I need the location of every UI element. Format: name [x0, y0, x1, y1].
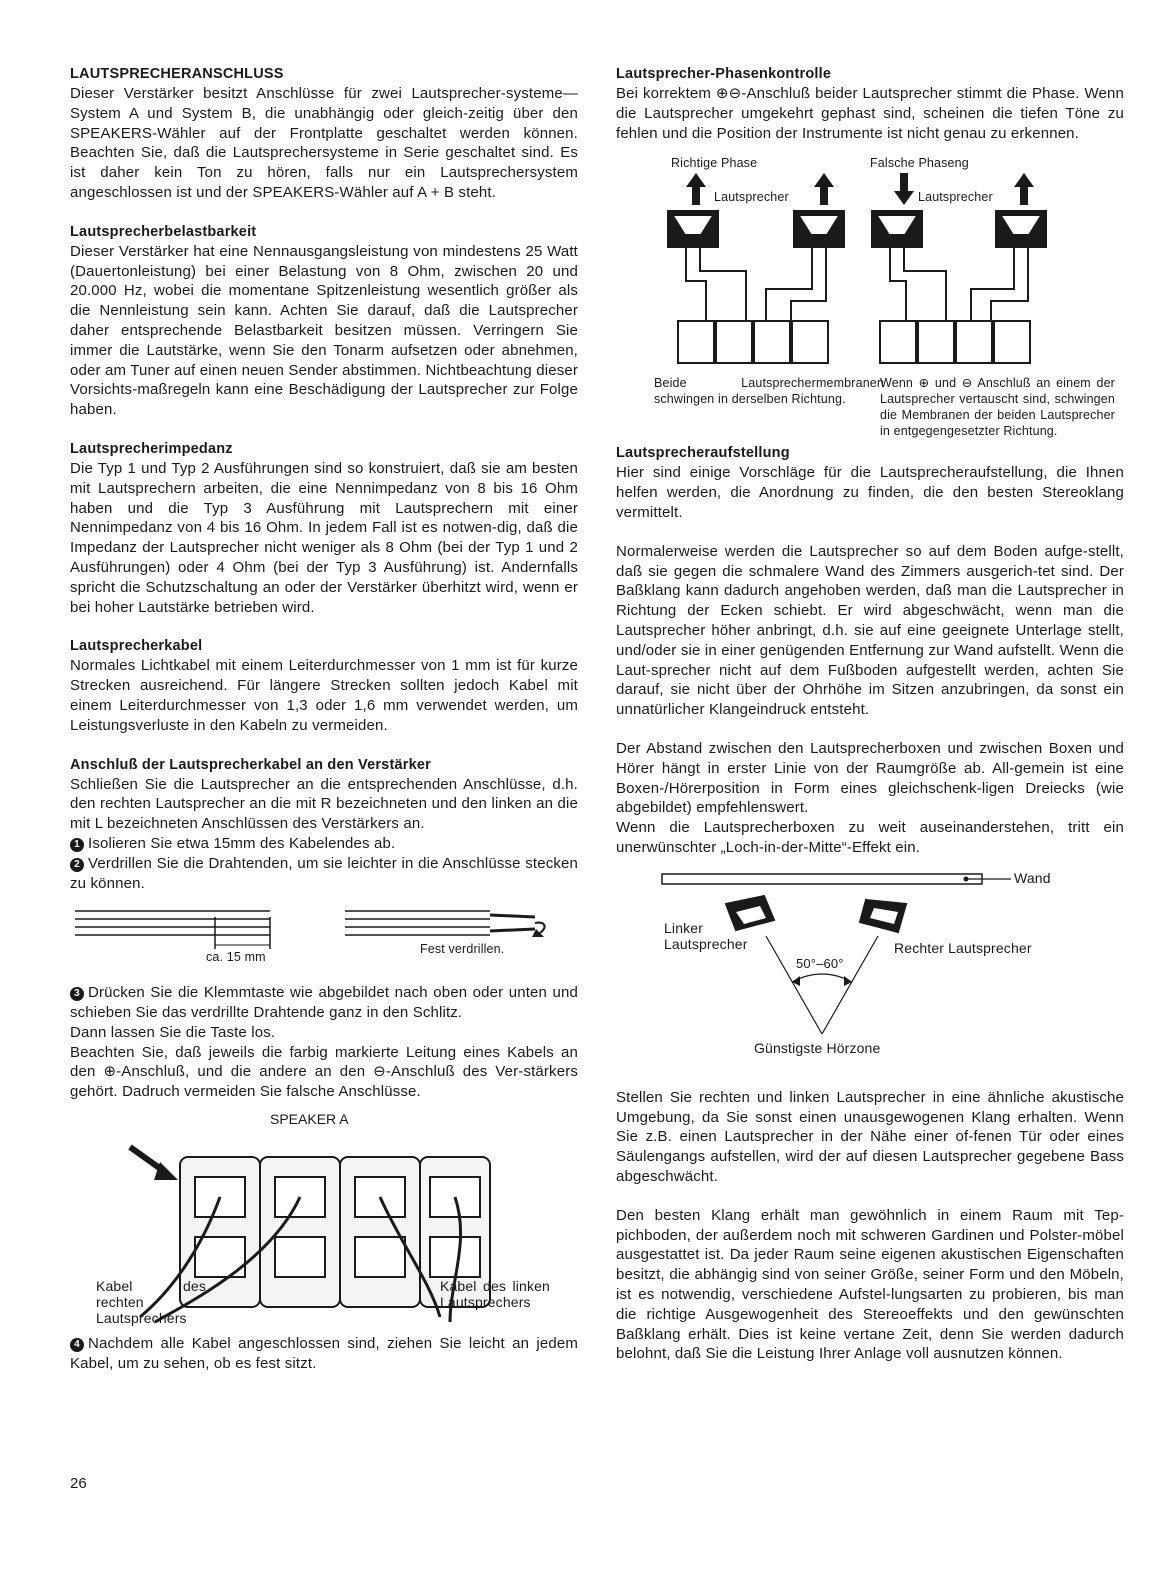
wire-illustration [70, 893, 578, 983]
label-kabel-links: Kabel des linken Lautsprechers [440, 1278, 550, 1311]
step-3: 3 Drücken Sie die Klemmtaste wie abgebildet nach oben oder unten und schieben Sie das verdrillte Drahtende ganz in den Schlitz. [70, 984, 578, 1022]
paragraph-abstand: Der Abstand zwischen den Lautsprecherboxen und zwischen Boxen und Hörer hängt in erster Linie von der Raumgröße ab. All-gemein ist eine Boxen-/Hörerposition in Form eines gleichschenk-ligen Dreiecks (wie abgebildet) empfehlenswert. [616, 739, 1124, 817]
wire-label-twist: Fest verdrillen. [420, 942, 505, 957]
step-4: 4 Nachdem alle Kabel angeschlossen sind, ziehen Sie leicht an jedem Kabel, um zu sehen, ob es fest sitzt. [70, 1335, 578, 1372]
label-falsche-phase: Falsche Phaseng [870, 156, 969, 171]
step-3-number: 3 [70, 987, 84, 1001]
label-wand: Wand [1014, 869, 1051, 886]
step-1: 1 Isolieren Sie etwa 15mm des Kabelendes ab. [70, 834, 578, 854]
label-rechter-lautsprecher: Rechter Lautsprecher [894, 939, 1032, 956]
paragraph-raum: Den besten Klang erhält man gewöhnlich in einem Raum mit Tep-pichboden, der außerdem noch mit schweren Gardinen und Polster-möbel ausgestattet ist. Da jeder Raum seine eigenen akustischen Eigenschaften besitzt, die abhängig sind von seiner Größe, seiner Form und den Möbeln, ist es notwendig, verschiedene Aufstel-lungsarten zu probieren, bis man die richtige Ausgewogenheit des Stereoeffekts und den gewünschten Baßklang erhält. Dies ist keine vertane Zeit, denn Sie werden dadurch belohnt, daß Sie die Leistung Ihrer Anlage voll ausnutzen können. [616, 1206, 1124, 1363]
step-2-number: 2 [70, 858, 84, 872]
paragraph-belastbarkeit: Dieser Verstärker hat eine Nennausgangsleistung von mindestens 25 Watt (Dauertonleistung) bei einer Belastung von 8 Ohm, zwischen 20 und 20.000 Hz, wobei die momentane Spitzenleistung wesentlich größer als die Nennleistung sein kann. Achten Sie darauf, daß die Lautsprecher daher entsprechende Belastbarkeit besitzen müssen. Verringern Sie immer die Lautstärke, wenn Sie den Tonarm aufsetzen oder abnehmen, oder am Tuner auf einen neuen Sender abstimmen. Nichtbeachtung dieser Vorsichts-maßregeln kann eine Beschädigung der Lautsprecher zur Folge haben. [70, 242, 578, 419]
step-4-number: 4 [70, 1338, 84, 1352]
phase-diagram [616, 171, 1124, 401]
heading-aufstellung: Lautsprecheraufstellung [616, 445, 790, 462]
paragraph-kabel: Normales Lichtkabel mit einem Leiterdurchmesser von 1 mm ist für kurze Strecken ausreichend. Für längere Strecken sollten jedoch Kabel mit einem Leiterdurchmesser von 1,3 oder 1,6 mm verwendet werden, um Leistungsverluste in den Kabeln zu vermeiden. [70, 657, 578, 734]
step-1-number: 1 [70, 838, 84, 852]
paragraph-phase: Bei korrektem ⊕⊖-Anschluß beider Lautsprecher stimmt die Phase. Wenn die Lautsprecher umgekehrt gephast sind, scheinen die tiefen Töne zu fehlen und die Position der Instrumente ist nicht genau zu erkennen. [616, 85, 1124, 142]
heading-lautsprecheranschluss: LAUTSPRECHERANSCHLUSS [70, 66, 284, 82]
right-column [616, 64, 1124, 1364]
heading-phasenkontrolle: Lautsprecher-Phasenkontrolle [616, 66, 832, 82]
heading-anschluss-verstaerker: Anschluß der Lautsprecherkabel an den Verstärker [70, 756, 431, 773]
terminal-figure [70, 1102, 578, 1334]
label-linker-lautsprecher: Linker Lautsprecher [664, 919, 748, 952]
paragraph-anschluss-verstaerker: Schließen Sie die Lautsprecher an die entsprechenden Anschlüsse, d.h. den rechten Lautsprecher an die mit R bezeichneten und den linken an die mit L bezeichneten Anschlüssen des Verstärkers an. [70, 775, 578, 833]
page-number: 26 [70, 1475, 87, 1492]
label-lautsprecher-1: Lautsprecher [714, 190, 789, 205]
wire-label-length: ca. 15 mm [206, 950, 266, 965]
paragraph-anschluss: Dieser Verstärker besitzt Anschlüsse für zwei Lautsprecher-systeme—System A und System B, die unabhängig oder gleich-zeitig über den SPEAKERS-Wähler auf der Frontplatte geschaltet werden können. Beachten Sie, daß die Lautsprechersysteme in Serie geschaltet sind. Es ist daher kein Ton zu hören, falls nur ein Lautsprechersystem angeschlossen ist und der SPEAKERS-Wähler auf A + B steht. [70, 85, 578, 201]
label-richtige-phase: Richtige Phase [671, 156, 758, 171]
label-lautsprecher-2: Lautsprecher [918, 190, 993, 205]
label-winkel: 50°–60° [796, 955, 844, 971]
caption-phase-correct: Beide Lautsprechermembranen schwingen in derselben Richtung. [654, 376, 884, 407]
label-hoerzone: Günstigste Hörzone [754, 1039, 881, 1056]
paragraph-impedanz: Die Typ 1 und Typ 2 Ausführungen sind so konstruiert, daß sie am besten mit Lautsprechern arbeiten, die eine Nennimpedanz von 8 bis 16 Ohm haben und die Typ 3 Ausführung mit Lautsprechern mit einer Nennimpedanz von 4 bis 16 Ohm. In jedem Fall ist es notwen-dig, daß die Impedanz der Lautsprecher nicht weniger als 8 Ohm (bei der Typ 1 und 2 Ausführungen) oder 4 Ohm (bei der Typ 3 Ausführung) ist. Andernfalls spricht die Schutzschaltung an oder der Verstärker überhitzt wird, wenn er bei hoher Lautstärke betrieben wird. [70, 459, 578, 616]
step-3-note: Beachten Sie, daß jeweils die farbig markierte Leitung eines Kabels an den ⊕-Anschluß, und die andere an den ⊖-Anschluß des Ver-stärkers gehört. Dadruch vermeiden Sie falsche Anschlüsse. [70, 1043, 578, 1101]
paragraph-aufstellung-boden: Normalerweise werden die Lautsprecher so auf dem Boden aufge-stellt, daß sie gegen die schmalere Wand des Zimmers ausgerich-tet sind. Der Baßklang kann dadurch angehoben werden, daß man die Lautsprecher in Richtung der Ecken schiebt. Er wird abgeschwächt, wenn man die Lautsprecher höher anbringt, d.h. sie auf eine geeignete Unterlage stellt, und/oder sie in einer genügenden Entfernung zur Wand aufstellt. Wenn die Laut-sprecher nicht auf dem Fußboden aufgestellt werden, achten Sie darauf, sie nicht über der Ohrhöhe im Sitzen anzubringen, da sonst ein unnatürlicher Klangeindruck entsteht. [616, 542, 1124, 719]
speaker-a-label: SPEAKER A [270, 1111, 349, 1128]
heading-impedanz: Lautsprecherimpedanz [70, 440, 233, 457]
placement-figure [616, 858, 1124, 1088]
step-3-release: Dann lassen Sie die Taste los. [70, 1023, 276, 1041]
paragraph-aufstellung-intro: Hier sind einige Vorschläge für die Lautsprecheraufstellung, die Ihnen helfen werden, die Anordnung zu finden, die den besten Stereoklang vermittelt. [616, 464, 1124, 521]
step-2: 2 Verdrillen Sie die Drahtenden, um sie leichter in die Anschlüsse stecken zu können. [70, 854, 578, 892]
heading-kabel: Lautsprecherkabel [70, 638, 203, 655]
left-column [70, 64, 578, 1374]
phase-figure [616, 143, 1124, 443]
label-kabel-rechts: Kabel des rechten Lautsprechers [96, 1278, 206, 1327]
caption-phase-wrong: Wenn ⊕ und ⊖ Anschluß an einem der Lautsprecher vertauscht sind, schwingen die Membranen der beiden Lautsprecher in entgegengesetzter Richtung. [880, 376, 1115, 439]
paragraph-loch-effekt: Wenn die Lautsprecherboxen zu weit auseinanderstehen, tritt ein unerwünschter „Loch-in-der-Mitte“-Effekt ein. [616, 819, 1124, 856]
wire-strip-figure [70, 893, 578, 983]
placement-diagram [616, 858, 1124, 1058]
paragraph-akustik: Stellen Sie rechten und linken Lautsprecher in eine ähnliche akustische Umgebung, da Sie sonst einen unausgewogenen Klang erhalten. Wenn Sie z.B. einen Lautsprecher in der Nähe einer of-fenen Tür oder eines Säulengangs aufstellen, wird der auf diesen Lautsprecher gegebene Bass abgeschwächt. [616, 1088, 1124, 1185]
heading-belastbarkeit: Lautsprecherbelastbarkeit [70, 223, 257, 240]
